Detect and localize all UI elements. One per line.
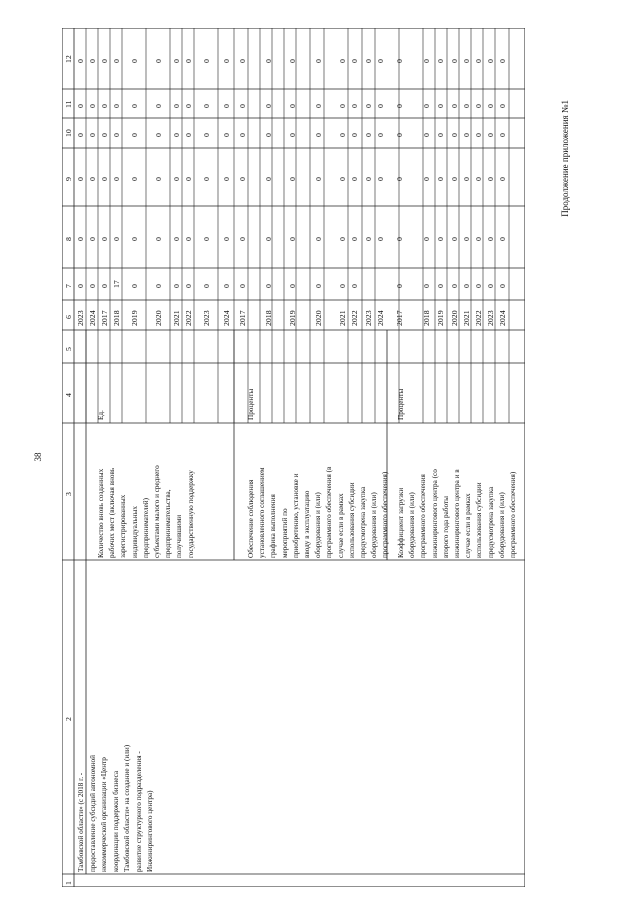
indicator-name-line: второго года работы bbox=[441, 496, 450, 558]
value-cell: 0 bbox=[450, 58, 459, 63]
value-cell: 0 bbox=[202, 58, 211, 63]
value-cell: 0 bbox=[436, 177, 445, 181]
value-cell: 0 bbox=[462, 237, 471, 241]
value-cell: 0 bbox=[364, 103, 373, 108]
column-number: 2 bbox=[64, 717, 73, 721]
value-cell: 0 bbox=[222, 284, 231, 288]
program-text-line: предоставление субсидий автономной bbox=[88, 755, 97, 872]
indicator-name-line: Обеспечение соблюдения bbox=[247, 479, 255, 558]
value-cell: 0 bbox=[338, 284, 347, 288]
indicator-name-line: государственную поддержку bbox=[186, 470, 195, 558]
value-cell: 0 bbox=[350, 177, 359, 181]
indicator-name-line: предпринимательства, bbox=[164, 489, 173, 558]
value-cell: 0 bbox=[88, 237, 97, 241]
value-cell: 0 bbox=[172, 177, 181, 181]
year-cell: 2023 bbox=[486, 310, 495, 326]
value-cell: 0 bbox=[338, 133, 347, 137]
value-cell: 0 bbox=[112, 177, 121, 181]
value-cell: 0 bbox=[288, 284, 297, 288]
value-cell: 0 bbox=[172, 103, 181, 108]
value-cell: 0 bbox=[184, 58, 193, 63]
value-cell: 0 bbox=[498, 103, 507, 108]
value-cell: 0 bbox=[100, 284, 109, 288]
value-cell: 0 bbox=[462, 103, 471, 108]
indicator-name-line: оборудования и (или) bbox=[497, 492, 506, 558]
value-cell: 0 bbox=[112, 237, 121, 241]
value-cell: 0 bbox=[376, 177, 385, 181]
year-cell: 2020 bbox=[450, 310, 459, 326]
indicator-name-line: предпринимателей) bbox=[141, 497, 150, 558]
value-cell: 0 bbox=[154, 237, 163, 241]
value-cell: 0 bbox=[288, 58, 297, 63]
value-cell: 0 bbox=[338, 237, 347, 241]
value-cell: 0 bbox=[486, 177, 495, 181]
value-cell: 0 bbox=[474, 177, 483, 181]
value-cell: 0 bbox=[100, 58, 109, 63]
value-cell: 0 bbox=[376, 133, 385, 137]
indicator-name-line: предусмотрена закупка bbox=[359, 486, 367, 558]
value-cell: 0 bbox=[350, 284, 359, 288]
value-cell: 0 bbox=[395, 177, 404, 181]
value-cell: 0 bbox=[88, 284, 97, 288]
indicator-name-line: получившими bbox=[175, 514, 184, 558]
value-cell: 0 bbox=[288, 237, 297, 241]
value-cell: 0 bbox=[395, 237, 404, 241]
value-cell: 0 bbox=[154, 58, 163, 63]
program-text-line: Тамбовской области» (с 2018 г. - bbox=[77, 772, 85, 872]
value-cell: 0 bbox=[376, 237, 385, 241]
value-cell: 0 bbox=[350, 133, 359, 137]
value-cell: 0 bbox=[238, 284, 247, 288]
value-cell: 0 bbox=[314, 58, 323, 63]
value-cell: 0 bbox=[130, 58, 139, 63]
column-number: 8 bbox=[64, 237, 73, 241]
value-cell: 0 bbox=[238, 103, 247, 108]
value-cell: 0 bbox=[238, 58, 247, 63]
value-cell: 0 bbox=[264, 177, 273, 181]
value-cell: 0 bbox=[486, 237, 495, 241]
value-cell: 0 bbox=[154, 177, 163, 181]
value-cell: 0 bbox=[184, 133, 193, 137]
year-cell: 2017 bbox=[238, 310, 247, 326]
value-cell: 0 bbox=[130, 133, 139, 137]
year-cell: 2019 bbox=[288, 310, 297, 326]
indicator-name-line: программного обеспечения) bbox=[381, 471, 390, 558]
value-cell: 0 bbox=[395, 133, 404, 137]
value-cell: 0 bbox=[314, 177, 323, 181]
year-cell: 2019 bbox=[436, 310, 445, 326]
indicator-name-line: предусмотрена закупка bbox=[486, 486, 495, 558]
value-cell: 0 bbox=[498, 177, 507, 181]
year-cell: 2024 bbox=[498, 310, 507, 326]
value-cell: 0 bbox=[154, 103, 163, 108]
program-text-line: координации поддержки бизнеса bbox=[111, 770, 120, 872]
indicator-name-line: инжинирингового центра (со bbox=[430, 469, 439, 558]
value-cell: 0 bbox=[76, 237, 85, 241]
value-cell: 0 bbox=[462, 58, 471, 63]
value-cell: 17 bbox=[112, 280, 121, 288]
value-cell: 0 bbox=[154, 133, 163, 137]
column-number: 4 bbox=[64, 393, 73, 397]
value-cell: 0 bbox=[422, 284, 431, 288]
column-number: 10 bbox=[64, 129, 73, 137]
value-cell: 0 bbox=[338, 58, 347, 63]
value-cell: 0 bbox=[222, 133, 231, 137]
value-cell: 0 bbox=[474, 103, 483, 108]
year-cell: 2018 bbox=[264, 310, 273, 326]
value-cell: 0 bbox=[364, 58, 373, 63]
year-cell: 2018 bbox=[422, 310, 431, 326]
value-cell: 0 bbox=[364, 237, 373, 241]
indicator-name-line: оборудования и (или) bbox=[370, 492, 379, 558]
value-cell: 0 bbox=[88, 103, 97, 108]
indicator-name-line: вводу в эксплуатацию bbox=[303, 490, 311, 558]
value-cell: 0 bbox=[436, 284, 445, 288]
value-cell: 0 bbox=[350, 103, 359, 108]
column-number: 5 bbox=[64, 346, 73, 351]
page-number: 38 bbox=[33, 452, 43, 462]
indicator-name-line: установленного соглашением bbox=[258, 467, 267, 558]
year-cell: 2024 bbox=[88, 310, 97, 326]
indicator-name-line: случае если в рамках bbox=[336, 493, 345, 558]
value-cell: 0 bbox=[184, 103, 193, 108]
value-cell: 0 bbox=[422, 177, 431, 181]
year-cell: 2018 bbox=[112, 310, 121, 326]
indicator-name-line: оборудования и (или) bbox=[314, 492, 323, 558]
indicator-name-line: инжинирингового центра и в bbox=[453, 469, 461, 558]
value-cell: 0 bbox=[264, 58, 273, 63]
data-table bbox=[62, 28, 525, 887]
value-cell: 0 bbox=[436, 58, 445, 63]
continuation-label: Продолжение приложения №1 bbox=[560, 100, 570, 217]
value-cell: 0 bbox=[184, 237, 193, 241]
value-cell: 0 bbox=[202, 133, 211, 137]
value-cell: 0 bbox=[314, 103, 323, 108]
value-cell: 0 bbox=[498, 284, 507, 288]
value-cell: 0 bbox=[264, 284, 273, 288]
value-cell: 0 bbox=[264, 103, 273, 108]
value-cell: 0 bbox=[338, 177, 347, 181]
value-cell: 0 bbox=[76, 284, 85, 288]
column-number: 11 bbox=[64, 99, 73, 108]
value-cell: 0 bbox=[395, 284, 404, 288]
value-cell: 0 bbox=[314, 237, 323, 241]
year-cell: 2023 bbox=[202, 310, 211, 326]
program-text-line: развитие структурного подразделения - bbox=[134, 751, 143, 872]
value-cell: 0 bbox=[172, 133, 181, 137]
indicator-name-line: использования субсидии bbox=[475, 482, 484, 558]
indicator-name-line: Количество вновь созданных bbox=[97, 468, 105, 558]
indicator-name-line: программного обеспечения) bbox=[509, 471, 517, 558]
value-cell: 0 bbox=[238, 237, 247, 241]
value-cell: 0 bbox=[498, 133, 507, 137]
value-cell: 0 bbox=[462, 133, 471, 137]
value-cell: 0 bbox=[130, 177, 139, 181]
indicator-name-line: программного обеспечения bbox=[419, 474, 428, 558]
value-cell: 0 bbox=[202, 177, 211, 181]
value-cell: 0 bbox=[395, 58, 404, 63]
value-cell: 0 bbox=[474, 284, 483, 288]
indicator-name-line: индивидуальных bbox=[130, 506, 139, 558]
value-cell: 0 bbox=[436, 133, 445, 137]
value-cell: 0 bbox=[450, 237, 459, 241]
value-cell: 0 bbox=[462, 177, 471, 181]
value-cell: 0 bbox=[172, 237, 181, 241]
column-number: 3 bbox=[64, 491, 73, 496]
value-cell: 0 bbox=[474, 237, 483, 241]
value-cell: 0 bbox=[288, 133, 297, 137]
value-cell: 0 bbox=[422, 237, 431, 241]
value-cell: 0 bbox=[486, 103, 495, 108]
year-cell: 2024 bbox=[376, 310, 385, 326]
value-cell: 0 bbox=[130, 284, 139, 288]
indicator-name-line: зарегистрированных bbox=[119, 494, 128, 558]
year-cell: 2020 bbox=[314, 310, 323, 326]
column-number: 6 bbox=[64, 315, 73, 319]
value-cell: 0 bbox=[422, 58, 431, 63]
value-cell: 0 bbox=[130, 237, 139, 241]
value-cell: 0 bbox=[450, 103, 459, 108]
year-cell: 2023 bbox=[364, 310, 373, 326]
value-cell: 0 bbox=[436, 103, 445, 108]
value-cell: 0 bbox=[112, 58, 121, 63]
indicator-name-line: графика выполнения bbox=[269, 494, 278, 558]
column-number: 7 bbox=[64, 284, 73, 288]
program-text-line: Инжинирингового центра) bbox=[146, 790, 154, 872]
value-cell: 0 bbox=[222, 58, 231, 63]
value-cell: 0 bbox=[202, 103, 211, 108]
value-cell: 0 bbox=[88, 177, 97, 181]
value-cell: 0 bbox=[498, 58, 507, 63]
indicator-name-line: субъектами малого и среднего bbox=[153, 465, 161, 558]
value-cell: 0 bbox=[350, 58, 359, 63]
value-cell: 0 bbox=[222, 237, 231, 241]
indicator-name-line: рабочих мест (включая вновь bbox=[108, 467, 117, 558]
value-cell: 0 bbox=[395, 103, 404, 108]
year-cell: 2022 bbox=[474, 310, 483, 326]
indicator-name-line: оборудования и (или) bbox=[408, 492, 417, 558]
year-cell: 2022 bbox=[184, 310, 193, 326]
value-cell: 0 bbox=[450, 177, 459, 181]
year-cell: 2019 bbox=[130, 310, 139, 326]
year-cell: 2023 bbox=[76, 310, 85, 326]
column-number: 9 bbox=[64, 177, 73, 181]
indicator-name-line: случае если в рамках bbox=[464, 493, 473, 558]
indicator-unit: Проценты bbox=[247, 388, 255, 420]
year-cell: 2021 bbox=[462, 310, 471, 326]
value-cell: 0 bbox=[222, 177, 231, 181]
value-cell: 0 bbox=[172, 58, 181, 63]
value-cell: 0 bbox=[450, 284, 459, 288]
value-cell: 0 bbox=[222, 103, 231, 108]
value-cell: 0 bbox=[112, 133, 121, 137]
value-cell: 0 bbox=[376, 103, 385, 108]
indicator-unit: Ед. bbox=[97, 410, 105, 420]
indicator-name-line: программного обеспечения (в bbox=[325, 466, 334, 558]
program-text-line: некоммерческой организации «Центр bbox=[100, 757, 108, 872]
value-cell: 0 bbox=[462, 284, 471, 288]
year-cell: 2024 bbox=[222, 310, 231, 326]
value-cell: 0 bbox=[112, 103, 121, 108]
value-cell: 0 bbox=[100, 133, 109, 137]
value-cell: 0 bbox=[450, 133, 459, 137]
value-cell: 0 bbox=[376, 58, 385, 63]
value-cell: 0 bbox=[202, 237, 211, 241]
value-cell: 0 bbox=[350, 237, 359, 241]
value-cell: 0 bbox=[422, 103, 431, 108]
value-cell: 0 bbox=[288, 177, 297, 181]
value-cell: 0 bbox=[238, 177, 247, 181]
value-cell: 0 bbox=[130, 103, 139, 108]
column-number: 12 bbox=[64, 54, 73, 63]
value-cell: 0 bbox=[172, 284, 181, 288]
value-cell: 0 bbox=[338, 103, 347, 108]
value-cell: 0 bbox=[422, 133, 431, 137]
value-cell: 0 bbox=[238, 133, 247, 137]
value-cell: 0 bbox=[314, 284, 323, 288]
value-cell: 0 bbox=[486, 284, 495, 288]
value-cell: 0 bbox=[76, 103, 85, 108]
value-cell: 0 bbox=[364, 177, 373, 181]
indicator-name-line: приобретению, установке и bbox=[291, 473, 300, 558]
value-cell: 0 bbox=[76, 58, 85, 63]
value-cell: 0 bbox=[314, 133, 323, 137]
indicator-name-line: использования субсидии bbox=[347, 482, 356, 558]
value-cell: 0 bbox=[76, 133, 85, 137]
value-cell: 0 bbox=[264, 133, 273, 137]
indicator-unit: Проценты bbox=[397, 388, 405, 420]
value-cell: 0 bbox=[498, 237, 507, 241]
indicator-name-line: Коэффициент загрузки bbox=[397, 487, 405, 558]
value-cell: 0 bbox=[154, 284, 163, 288]
value-cell: 0 bbox=[436, 237, 445, 241]
value-cell: 0 bbox=[100, 103, 109, 108]
value-cell: 0 bbox=[184, 284, 193, 288]
value-cell: 0 bbox=[474, 58, 483, 63]
year-cell: 2020 bbox=[154, 310, 163, 326]
year-cell: 2021 bbox=[172, 310, 181, 326]
value-cell: 0 bbox=[486, 58, 495, 63]
value-cell: 0 bbox=[76, 177, 85, 181]
value-cell: 0 bbox=[264, 237, 273, 241]
program-text-line: Тамбовской области» на создание и (или) bbox=[123, 744, 131, 872]
year-cell: 2021 bbox=[338, 310, 347, 326]
value-cell: 0 bbox=[88, 133, 97, 137]
indicator-name-line: мероприятий по bbox=[280, 508, 289, 558]
value-cell: 0 bbox=[100, 237, 109, 241]
value-cell: 0 bbox=[202, 284, 211, 288]
value-cell: 0 bbox=[288, 103, 297, 108]
value-cell: 0 bbox=[486, 133, 495, 137]
value-cell: 0 bbox=[88, 58, 97, 63]
year-cell: 2017 bbox=[100, 310, 109, 326]
value-cell: 0 bbox=[184, 177, 193, 181]
column-number: 1 bbox=[64, 880, 73, 885]
value-cell: 0 bbox=[100, 177, 109, 181]
value-cell: 0 bbox=[364, 133, 373, 137]
year-cell: 2022 bbox=[350, 310, 359, 326]
year-cell: 2017 bbox=[395, 310, 404, 326]
value-cell: 0 bbox=[474, 133, 483, 137]
